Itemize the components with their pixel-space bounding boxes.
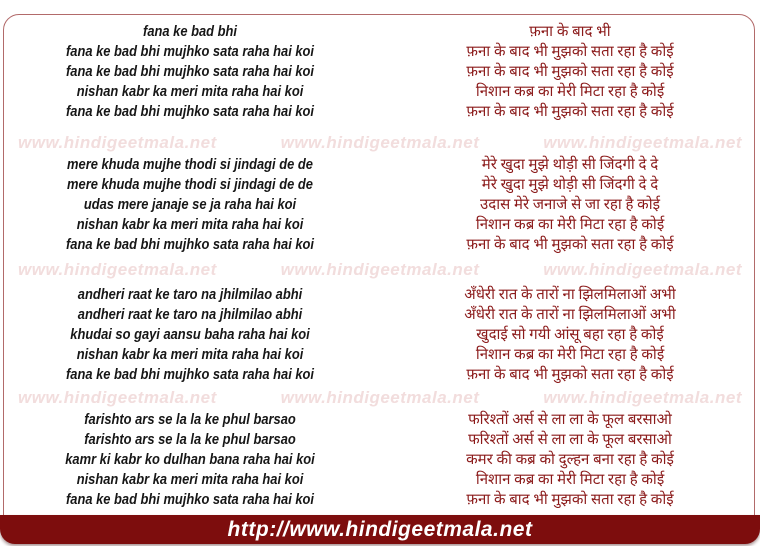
lyric-line-roman: udas mere janaje se ja raha hai koi <box>83 196 297 213</box>
watermark-text: www.hindigeetmala.net <box>543 388 742 407</box>
lyric-line-roman: fana ke bad bhi mujhko sata raha hai koi <box>65 366 315 383</box>
watermark-row <box>18 389 742 406</box>
watermark-row <box>18 261 742 278</box>
lyric-line-hindi: फ़ना के बाद भी मुझको सता रहा है कोई <box>466 367 674 383</box>
lyric-line-hindi: मेरे खुदा मुझे थोड़ी सी जिंदगी दे दे <box>481 157 659 173</box>
lyric-line-roman: nishan kabr ka meri mita raha hai koi <box>76 216 304 233</box>
watermark-text: www.hindigeetmala.net <box>543 260 742 279</box>
stanza-2 <box>0 155 760 255</box>
lyric-line-roman: fana ke bad bhi <box>143 23 237 40</box>
lyric-line-hindi: फ़ना के बाद भी <box>529 24 611 40</box>
stanza-4-hindi-column <box>380 410 760 510</box>
lyric-line-hindi: निशान कब्र का मेरी मिटा रहा है कोई <box>475 84 665 100</box>
stanza-2-roman-column <box>27 155 354 255</box>
lyric-line-roman: nishan kabr ka meri mita raha hai koi <box>76 346 304 363</box>
lyric-line-roman: farishto ars se la la ke phul barsao <box>84 431 296 448</box>
watermark-text: www.hindigeetmala.net <box>280 133 480 152</box>
lyric-line-hindi: फ़ना के बाद भी मुझको सता रहा है कोई <box>466 44 674 60</box>
lyric-line-roman: fana ke bad bhi mujhko sata raha hai koi <box>65 43 315 60</box>
lyric-line-hindi: निशान कब्र का मेरी मिटा रहा है कोई <box>475 217 665 233</box>
stanza-2-hindi-column <box>380 155 760 255</box>
lyric-line-hindi: अँधेरी रात के तारों ना झिलमिलाओं अभी <box>464 287 676 303</box>
lyric-line-hindi: फ़ना के बाद भी मुझको सता रहा है कोई <box>466 492 674 508</box>
stanza-4-roman-column <box>27 410 354 510</box>
lyric-line-hindi: फ़ना के बाद भी मुझको सता रहा है कोई <box>466 237 674 253</box>
watermark-text: www.hindigeetmala.net <box>18 260 217 279</box>
watermark-row <box>18 134 742 151</box>
footer-url: http://www.hindigeetmala.net <box>227 517 533 541</box>
lyric-line-roman: fana ke bad bhi mujhko sata raha hai koi <box>65 236 315 253</box>
watermark-text: www.hindigeetmala.net <box>18 388 217 407</box>
watermark-text: www.hindigeetmala.net <box>280 260 480 279</box>
lyric-line-roman: andheri raat ke taro na jhilmilao abhi <box>77 306 303 323</box>
lyric-line-roman: fana ke bad bhi mujhko sata raha hai koi <box>65 63 315 80</box>
lyric-line-roman: nishan kabr ka meri mita raha hai koi <box>76 83 304 100</box>
footer-banner <box>0 515 760 544</box>
lyric-line-roman: fana ke bad bhi mujhko sata raha hai koi <box>65 103 315 120</box>
lyric-line-hindi: फ़ना के बाद भी मुझको सता रहा है कोई <box>466 104 674 120</box>
stanza-3 <box>0 285 760 385</box>
lyric-line-hindi: खुदाई सो गयी आंसू बहा रहा है कोई <box>476 327 664 343</box>
lyric-line-roman: andheri raat ke taro na jhilmilao abhi <box>77 286 303 303</box>
watermark-text: www.hindigeetmala.net <box>543 133 742 152</box>
lyric-line-hindi: अँधेरी रात के तारों ना झिलमिलाओं अभी <box>464 307 676 323</box>
watermark-text: www.hindigeetmala.net <box>18 133 217 152</box>
lyric-line-hindi: निशान कब्र का मेरी मिटा रहा है कोई <box>475 472 665 488</box>
lyric-line-hindi: फ़ना के बाद भी मुझको सता रहा है कोई <box>466 64 674 80</box>
lyric-line-hindi: मेरे खुदा मुझे थोड़ी सी जिंदगी दे दे <box>481 177 659 193</box>
stanza-1-roman-column <box>27 22 354 122</box>
lyric-line-roman: kamr ki kabr ko dulhan bana raha hai koi <box>65 451 315 468</box>
lyric-line-roman: farishto ars se la la ke phul barsao <box>84 411 296 428</box>
lyric-line-hindi: कमर की कब्र को दुल्हन बना रहा है कोई <box>466 452 674 468</box>
lyric-line-roman: mere khuda mujhe thodi si jindagi de de <box>67 176 313 193</box>
lyric-line-roman: nishan kabr ka meri mita raha hai koi <box>76 471 304 488</box>
stanza-4 <box>0 410 760 510</box>
stanza-3-hindi-column <box>380 285 760 385</box>
lyric-line-roman: khudai so gayi aansu baha raha hai koi <box>70 326 310 343</box>
lyric-line-roman: mere khuda mujhe thodi si jindagi de de <box>67 156 313 173</box>
lyric-line-hindi: फरिश्तों अर्स से ला ला के फूल बरसाओ <box>468 412 672 428</box>
lyric-line-hindi: उदास मेरे जनाजे से जा रहा है कोई <box>480 197 660 213</box>
lyric-line-roman: fana ke bad bhi mujhko sata raha hai koi <box>65 491 315 508</box>
stanza-1-hindi-column <box>380 22 760 122</box>
lyric-line-hindi: फरिश्तों अर्स से ला ला के फूल बरसाओ <box>468 432 672 448</box>
watermark-text: www.hindigeetmala.net <box>280 388 480 407</box>
lyric-line-hindi: निशान कब्र का मेरी मिटा रहा है कोई <box>475 347 665 363</box>
stanza-1 <box>0 22 760 122</box>
stanza-3-roman-column <box>27 285 354 385</box>
